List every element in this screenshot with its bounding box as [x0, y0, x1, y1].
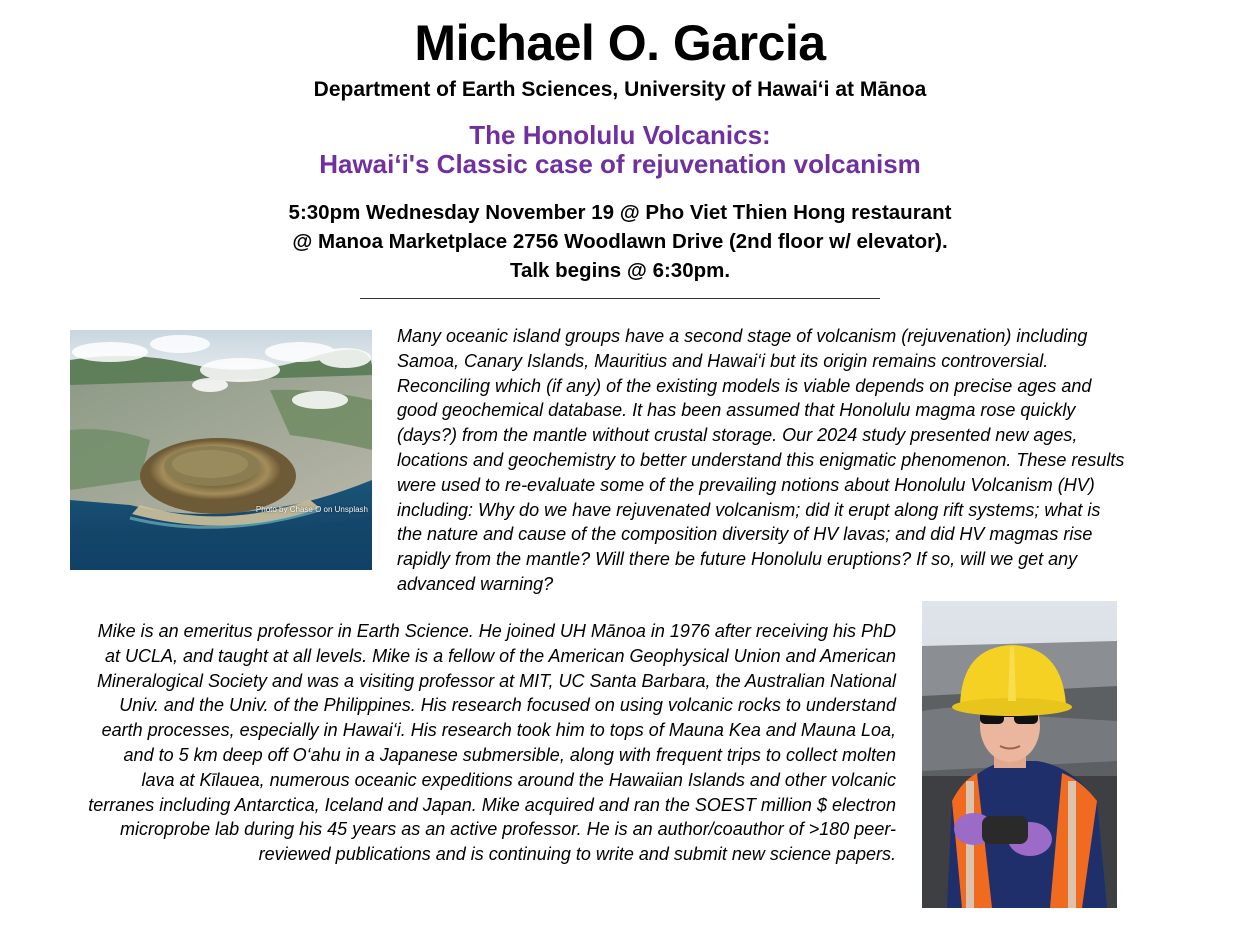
aerial-crater-photo — [70, 330, 372, 570]
talk-title-line-1: The Honolulu Volcanics: — [469, 120, 771, 150]
event-time-venue: 5:30pm Wednesday November 19 @ Pho Viet Thien Hong restaurant — [288, 201, 952, 224]
speaker-portrait-photo — [922, 601, 1117, 908]
talk-title — [0, 121, 1240, 179]
speaker-bio: Mike is an emeritus professor in Earth Science. He joined UH Mānoa in 1976 after receiving his PhD at UCLA, and taught at all levels. Mike is a fellow of the American Geophysical Union and American Mineralogical Society and was a visiting professor at MIT, UC Santa Barbara, the Australian National Univ. and the Univ. of the Philippines. His research focused on using volcanic rocks to understand earth processes, especially in Hawai‘i. His research took him to tops of Mauna Kea and Mauna Loa, and to 5 km deep off O‘ahu in a Japanese submersible, along with frequent trips to collect molten lava at Kīlauea, numerous oceanic expeditions around the Hawaiian Islands and other volcanic terranes including Antarctica, Iceland and Japan. Mike acquired and ran the SOEST million $ electron microprobe lab during his 45 years as an active professor. He is an author/coauthor of >180 peer-reviewed publications and is continuing to write and submit new science papers. — [88, 621, 896, 865]
event-address: @ Manoa Marketplace 2756 Woodlawn Drive (2nd floor w/ elevator). — [292, 230, 948, 253]
event-info — [0, 198, 1240, 285]
aerial-photo-graphic — [70, 330, 372, 570]
speaker-name: Michael O. Garcia — [414, 15, 826, 71]
event-talk-start: Talk begins @ 6:30pm. — [509, 259, 731, 282]
talk-title-line-2: Hawai‘i's Classic case of rejuvenation volcanism — [319, 149, 921, 179]
talk-abstract: Many oceanic island groups have a second stage of volcanism (rejuvenation) including Samoa, Canary Islands, Mauritius and Hawai‘i but its origin remains controversial. Reconciling which (if any) of the existing models is viable depends on precise ages and good geochemical database. It has been assumed that Honolulu magma rose quickly (days?) from the mantle without crustal storage. Our 2024 study presented new ages, locations and geochemistry to better understand this enigmatic phenomenon. These results were used to re-evaluate some of the prevailing notions about Honolulu Volcanism (HV) including: Why do we have rejuvenated volcanism; did it erupt along rift systems; what is the nature and cause of the composition diversity of HV lavas; and did HV magmas rise rapidly from the mantle? Will there be future Honolulu eruptions? If so, will we get any advanced warning? — [397, 326, 1125, 594]
photo-credit: Photo by Chase O on Unsplash — [255, 505, 368, 514]
portrait-photo-graphic — [922, 601, 1117, 908]
header-divider — [360, 298, 880, 299]
affiliation: Department of Earth Sciences, University of Hawai‘i at Mānoa — [313, 78, 927, 101]
